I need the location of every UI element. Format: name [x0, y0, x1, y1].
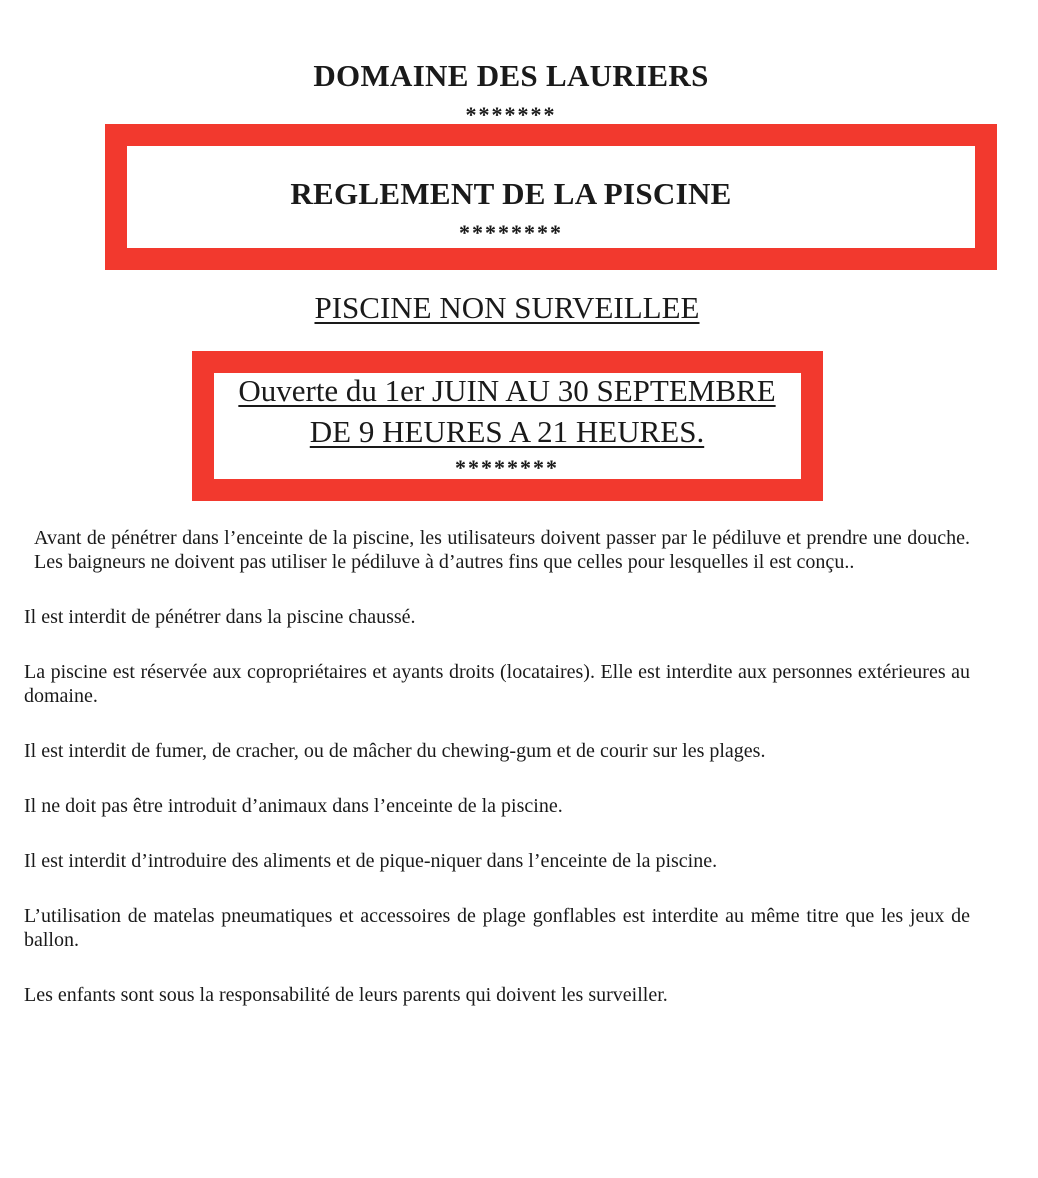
rule-paragraph: Avant de pénétrer dans l’enceinte de la piscine, les utilisateurs doivent passer par le pédiluve et prendre une douche. Les baigneurs ne doivent pas utiliser le pédiluve à d’autres fins que celles pour lesquelles il est conçu.. — [34, 527, 970, 573]
opening-period: Ouverte du 1er JUIN AU 30 SEPTEMBRE — [238, 373, 776, 408]
rules-title: REGLEMENT DE LA PISCINE — [290, 176, 732, 211]
unsupervised-notice: PISCINE NON SURVEILLEE — [314, 290, 700, 325]
rule-paragraph: Il est interdit de pénétrer dans la piscine chaussé. — [24, 606, 416, 628]
opening-hours: DE 9 HEURES A 21 HEURES. — [309, 414, 705, 449]
separator-stars: ******** — [455, 455, 559, 480]
rule-paragraph: L’utilisation de matelas pneumatiques et accessoires de plage gonflables est interdite au même titre que les jeux de ballon. — [24, 905, 970, 951]
rules-list — [24, 526, 970, 1038]
separator-stars: ******* — [465, 102, 557, 127]
rule-paragraph: Il est interdit d’introduire des aliments et de pique-niquer dans l’enceinte de la piscine. — [24, 850, 718, 872]
rule-paragraph: La piscine est réservée aux copropriétaires et ayants droits (locataires). Elle est interdite aux personnes extérieures au domaine. — [24, 661, 970, 707]
rule-paragraph: Il est interdit de fumer, de cracher, ou de mâcher du chewing-gum et de courir sur les plages. — [24, 740, 766, 762]
domain-title: DOMAINE DES LAURIERS — [313, 58, 709, 93]
rule-paragraph: Il ne doit pas être introduit d’animaux dans l’enceinte de la piscine. — [24, 795, 563, 817]
separator-stars: ******** — [459, 220, 563, 245]
rule-paragraph: Les enfants sont sous la responsabilité de leurs parents qui doivent les surveiller. — [24, 984, 668, 1006]
